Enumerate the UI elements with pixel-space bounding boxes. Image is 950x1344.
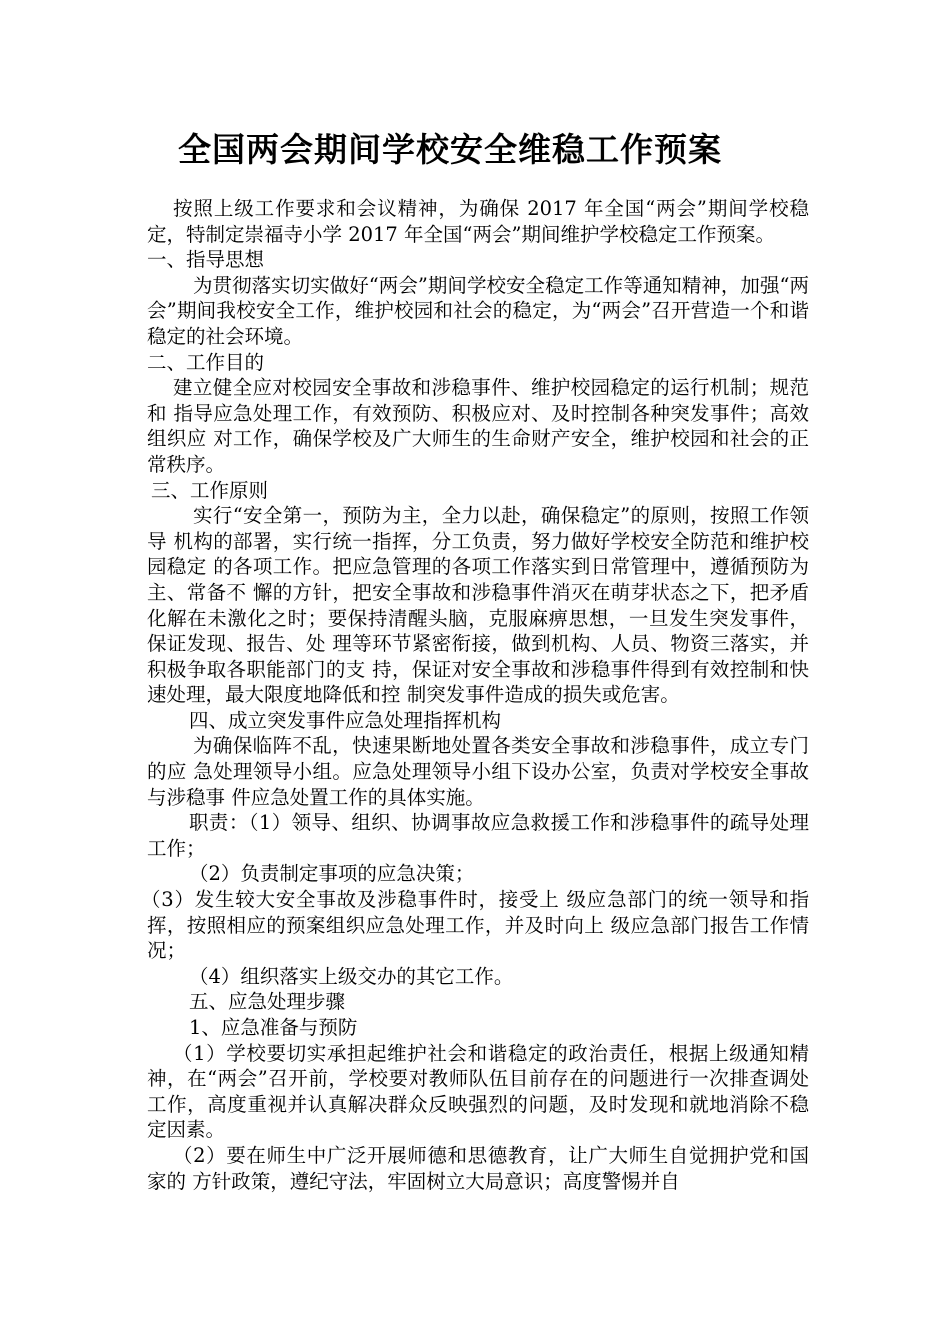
section-3-heading: 三、工作原则 (151, 478, 269, 502)
section-4-duty-1: 职责：（1）领导、组织、协调事故应急救援工作和涉稳事件的疏导处理工作； (147, 811, 809, 860)
document-body (141, 196, 809, 1194)
section-2-paragraph: 建立健全应对校园安全事故和涉稳事件、维护校园稳定的运行机制；规范和 指导应急处理工作，有效预防、积极应对、及时控制各种突发事件；高效组织应 对工作，确保学校及广大师生的生命财产安全，维护校园和社会的正常秩序。 (147, 376, 809, 476)
section-5-heading: 五、应急处理步骤 (189, 990, 346, 1014)
section-4-heading: 四、成立突发事件应急处理指挥机构 (189, 708, 502, 732)
intro-paragraph: 按照上级工作要求和会议精神，为确保 2017 年全国“两会”期间学校稳定，特制定崇福寺小学 2017 年全国“两会”期间维护学校稳定工作预案。 (147, 197, 809, 246)
section-3-paragraph: 实行“安全第一，预防为主，全力以赴，确保稳定”的原则，按照工作领导 机构的部署，实行统一指挥，分工负责，努力做好学校安全防范和维护校园稳定 的各项工作。把应急管理的各项工作落实到日常管理中，遵循预防为主、常备不 懈的方针，把安全事故和涉稳事件消灭在萌芽状态之下，把矛盾化解在未激化之时；要保持清醒头脑，克服麻痹思想，一旦发生突发事件，保证发现、报告、处 理等环节紧密衔接，做到机构、人员、物资三落实，并积极争取各职能部门的支 持，保证对安全事故和涉稳事件得到有效控制和快速处理，最大限度地降低和控 制突发事件造成的损失或危害。 (147, 504, 809, 707)
section-4-duty-4: （4）组织落实上级交办的其它工作。 (189, 964, 514, 988)
section-5-subheading-1: 1、应急准备与预防 (189, 1016, 358, 1039)
section-4-duty-3: （3）发生较大安全事故及涉稳事件时，接受上 级应急部门的统一领导和指挥，按照相应的预案组织应急处理工作，并及时向上 级应急部门报告工作情况； (141, 888, 809, 963)
section-1-paragraph: 为贯彻落实切实做好“两会”期间学校安全稳定工作等通知精神，加强“两 会”期间我校安全工作，维护校园和社会的稳定，为“两会”召开营造一个和谐 稳定的社会环境。 (147, 273, 809, 348)
section-2-heading: 二、工作目的 (147, 350, 265, 374)
section-1-heading: 一、指导思想 (147, 248, 265, 272)
document-title: 全国两会期间学校安全维稳工作预案 (178, 130, 722, 169)
section-5-item-1: （1）学校要切实承担起维护社会和谐稳定的政治责任，根据上级通知精神，在“两会”召开前，学校要对教师队伍目前存在的问题进行一次排查调处工作，高度重视并认真解决群众反映强烈的问题，及时发现和就地消除不稳定因素。 (147, 1041, 809, 1142)
section-5-item-2: （2）要在师生中广泛开展师德和思德教育，让广大师生自觉拥护党和国家的 方针政策，遵纪守法，牢固树立大局意识；高度警惕并自 (147, 1143, 809, 1193)
section-4-duty-2: （2）负责制定事项的应急决策； (189, 862, 475, 886)
section-4-paragraph: 为确保临阵不乱，快速果断地处置各类安全事故和涉稳事件，成立专门的应 急处理领导小组。应急处理领导小组下设办公室，负责对学校安全事故与涉稳事 件应急处置工作的具体实施。 (147, 734, 809, 809)
